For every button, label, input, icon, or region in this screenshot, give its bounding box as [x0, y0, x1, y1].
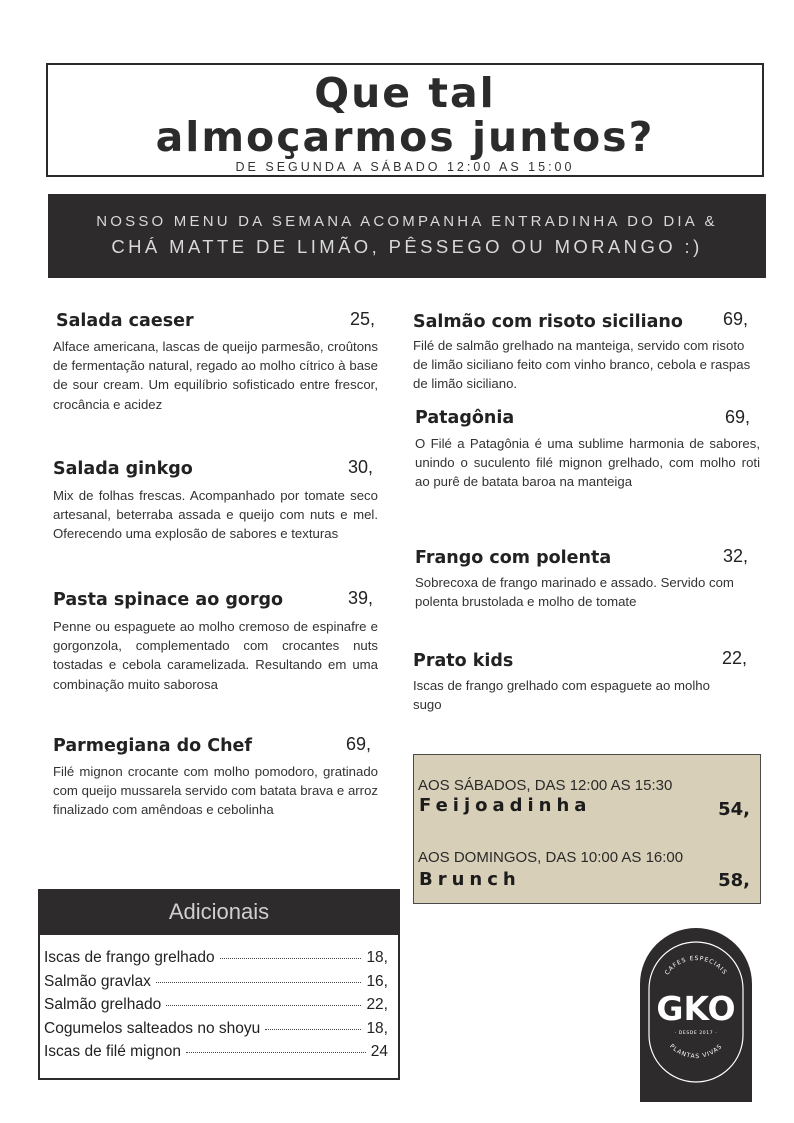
menu-item-description: Filé mignon crocante com molho pomodoro, gratinado com queijo mussarela servido com batata brava e arroz finalizado com amêndoas e cebolinha: [53, 764, 378, 818]
dot-leader: [265, 1029, 361, 1030]
dot-leader: [220, 958, 362, 959]
menu-item-name: Frango com polenta: [415, 548, 612, 568]
dot-leader: [186, 1052, 366, 1053]
special-schedule-saturday: AOS SÁBADOS, DAS 12:00 AS 15:30: [418, 777, 673, 794]
adicional-row: [44, 1020, 388, 1038]
menu-item-name: Parmegiana do Chef: [53, 736, 253, 756]
adicional-row: [44, 949, 388, 967]
menu-item-description: Sobrecoxa de frango marinado e assado. Servido com polenta brustolada e molho de tomate: [415, 575, 734, 610]
menu-item-description: Penne ou espaguete ao molho cremoso de espinafre e gorgonzola, complementado com crocantes nuts tostadas e cebola caramelizada. Resultando em uma combinação muito saborosa: [53, 619, 378, 692]
menu-item-price: 32,: [723, 546, 749, 566]
menu-item-price: 25,: [350, 309, 376, 329]
menu-item-name: Prato kids: [413, 651, 514, 671]
adicional-label: Iscas de filé mignon: [44, 1043, 181, 1060]
adicional-row: [44, 996, 388, 1014]
menu-item-price: 69,: [346, 734, 372, 754]
menu-item-price: 69,: [723, 309, 749, 329]
menu-item-description: Iscas de frango grelhado com espaguete ao molho sugo: [413, 678, 710, 713]
logo-brand: GKO: [656, 989, 736, 1028]
menu-item-price: 22,: [722, 648, 748, 668]
special-schedule-sunday: AOS DOMINGOS, DAS 10:00 AS 16:00: [418, 849, 684, 866]
menu-item-description: Filé de salmão grelhado na manteiga, servido com risoto de limão siciliano feito com vinho branco, cebola e raspas de limão siciliano.: [413, 338, 751, 392]
adicional-price: 22,: [366, 996, 388, 1013]
page-title-line-1: Que tal: [314, 69, 496, 117]
adicional-price: 18,: [366, 1020, 388, 1037]
menu-item-price: 39,: [348, 588, 374, 608]
special-price-feijoadinha: 54,: [718, 799, 750, 820]
adicional-label: Cogumelos salteados no shoyu: [44, 1020, 261, 1037]
menu-item-name: Pasta spinace ao gorgo: [53, 590, 284, 610]
menu-item-name: Salada caeser: [56, 311, 194, 331]
menu-item-name: Salmão com risoto siciliano: [413, 312, 683, 332]
menu-item-price: 30,: [348, 457, 374, 477]
gko-logo: [640, 928, 752, 1102]
menu-banner: [48, 194, 766, 278]
banner-line-1: NOSSO MENU DA SEMANA ACOMPANHA ENTRADINHA DO DIA &: [96, 213, 718, 230]
menu-item-name: Patagônia: [415, 408, 515, 428]
weekend-specials-box: [413, 754, 761, 904]
adicional-price: 18,: [366, 949, 388, 966]
dot-leader: [166, 1005, 361, 1006]
dot-leader: [156, 982, 362, 983]
adicional-row: [44, 1043, 388, 1061]
adicional-price: 16,: [366, 973, 388, 990]
special-dish-feijoadinha: Feijoadinha: [419, 795, 592, 816]
special-price-brunch: 58,: [718, 870, 750, 891]
logo-since: · DESDE 2017 ·: [674, 1031, 718, 1036]
menu-item-description: Alface americana, lascas de queijo parmesão, croûtons de fermentação natural, regado ao molho cítrico à base de sour cream. Um equilíbrio sofisticado entre frescor, crocância e acidez: [53, 339, 378, 412]
adicional-label: Iscas de frango grelhado: [44, 949, 215, 966]
page-title-line-2: almoçarmos juntos?: [155, 113, 655, 161]
opening-hours: DE SEGUNDA A SÁBADO 12:00 AS 15:00: [235, 160, 575, 174]
adicional-label: Salmão gravlax: [44, 973, 151, 990]
adicionais-list: [38, 935, 400, 1080]
special-dish-brunch: Brunch: [419, 869, 521, 890]
adicional-row: [44, 973, 388, 991]
banner-line-2: CHÁ MATTE DE LIMÃO, PÊSSEGO OU MORANGO :): [111, 236, 703, 257]
menu-item-name: Salada ginkgo: [53, 459, 193, 479]
logo-bottom-text: PLANTAS VIVAS: [668, 1042, 724, 1061]
logo-top-text: CAFES ESPECIAIS: [663, 954, 729, 977]
menu-item-price: 69,: [725, 407, 751, 427]
menu-item-description: O Filé a Patagônia é uma sublime harmonia de sabores, unindo o suculento filé mignon grelhado, com molho roti ao purê de batata baroa na manteiga: [415, 436, 760, 490]
title-box: [46, 63, 764, 177]
menu-item-description: Mix de folhas frescas. Acompanhado por tomate seco artesanal, beterraba assada e queijo com nuts e mel. Oferecendo uma explosão de sabores e texturas: [53, 488, 378, 542]
adicional-price: 24: [370, 1043, 388, 1060]
adicionais-heading: Adicionais: [38, 889, 400, 935]
adicional-label: Salmão grelhado: [44, 996, 162, 1013]
